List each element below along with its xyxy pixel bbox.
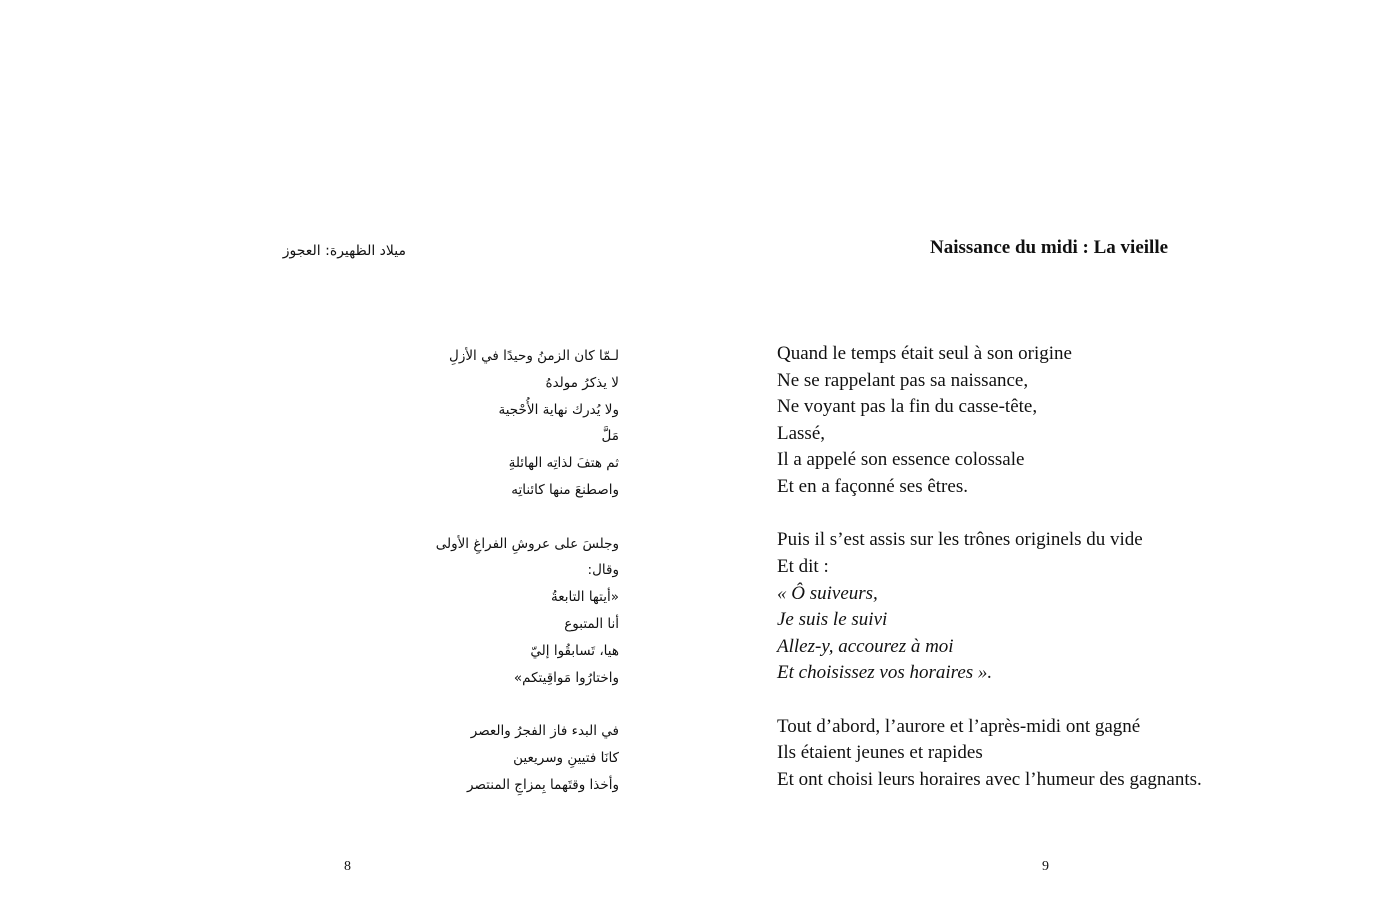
poem-line: ولا يُدرك نهاية الأُحْجية [498, 401, 619, 418]
poem-line: Lassé, [777, 422, 826, 444]
french-poem [777, 341, 1202, 794]
stanza-break [436, 691, 619, 718]
poem-line: ثم هتفَ لذاتِه الهائلةِ [508, 455, 619, 472]
poem-line: Et dit : [777, 555, 829, 577]
right-page [697, 0, 1394, 912]
poem-line: «أيتها التابعةُ [550, 589, 619, 606]
poem-line: Je suis le suivi [777, 609, 888, 631]
poem-line: Tout d’abord, l’aurore et l’après-midi ont gagné [777, 715, 1141, 737]
poem-line: Quand le temps était seul à son origine [777, 343, 1072, 364]
poem-line: Il a appelé son essence colossale [777, 449, 1025, 471]
arabic-poem [436, 343, 619, 799]
poem-line: Ils étaient jeunes et rapides [777, 742, 983, 764]
stanza-break [436, 504, 619, 531]
poem-line: Puis il s’est assis sur les trônes originels du vide [777, 529, 1143, 551]
stanza-break [777, 501, 1202, 528]
poem-line: هيا، تَسابقُوا إليّ [530, 642, 619, 659]
poem-line: مَلَّ [601, 428, 619, 445]
arabic-poem-title: ميلاد الظهيرة: العجوز [282, 243, 406, 259]
page-number: 8 [344, 859, 351, 874]
poem-line: Allez-y, accourez à moi [777, 635, 954, 657]
poem-line: لا يذكرُ مولدهُ [545, 374, 619, 391]
poem-line: واصطنعَ منها كائناتِه [511, 481, 619, 498]
poem-line: وقال: [587, 562, 619, 579]
poem-line: كانَا فتيينِ وسريعين [513, 749, 619, 766]
poem-line: Et choisissez vos horaires ». [777, 662, 993, 684]
french-poem-title: Naissance du midi : La vieille [930, 237, 1169, 258]
poem-line: Et en a façonné ses êtres. [777, 475, 968, 497]
page-number: 9 [1042, 859, 1049, 874]
poem-line: Et ont choisi leurs horaires avec l’humeur des gagnants. [777, 768, 1202, 790]
poem-line: Ne se rappelant pas sa naissance, [777, 369, 1029, 391]
poem-line: لـمّا كان الزمنُ وحيدًا في الأزلِ [449, 348, 619, 364]
poem-line: في البدء فاز الفجرُ والعصر [470, 723, 619, 740]
stanza-break [777, 687, 1202, 714]
poem-line: وجلسَ على عروشِ الفراغِ الأولى [435, 535, 619, 552]
poem-line: أنا المتبوع [564, 615, 619, 632]
poem-line: وأخذا وقتَهما بِمزاجِ المنتصر [467, 776, 619, 793]
poem-line: Ne voyant pas la fin du casse-tête, [777, 396, 1038, 418]
poem-line: « Ô suiveurs, [777, 582, 878, 604]
poem-line: واختارُوا مَواقِيتكم» [513, 669, 619, 686]
